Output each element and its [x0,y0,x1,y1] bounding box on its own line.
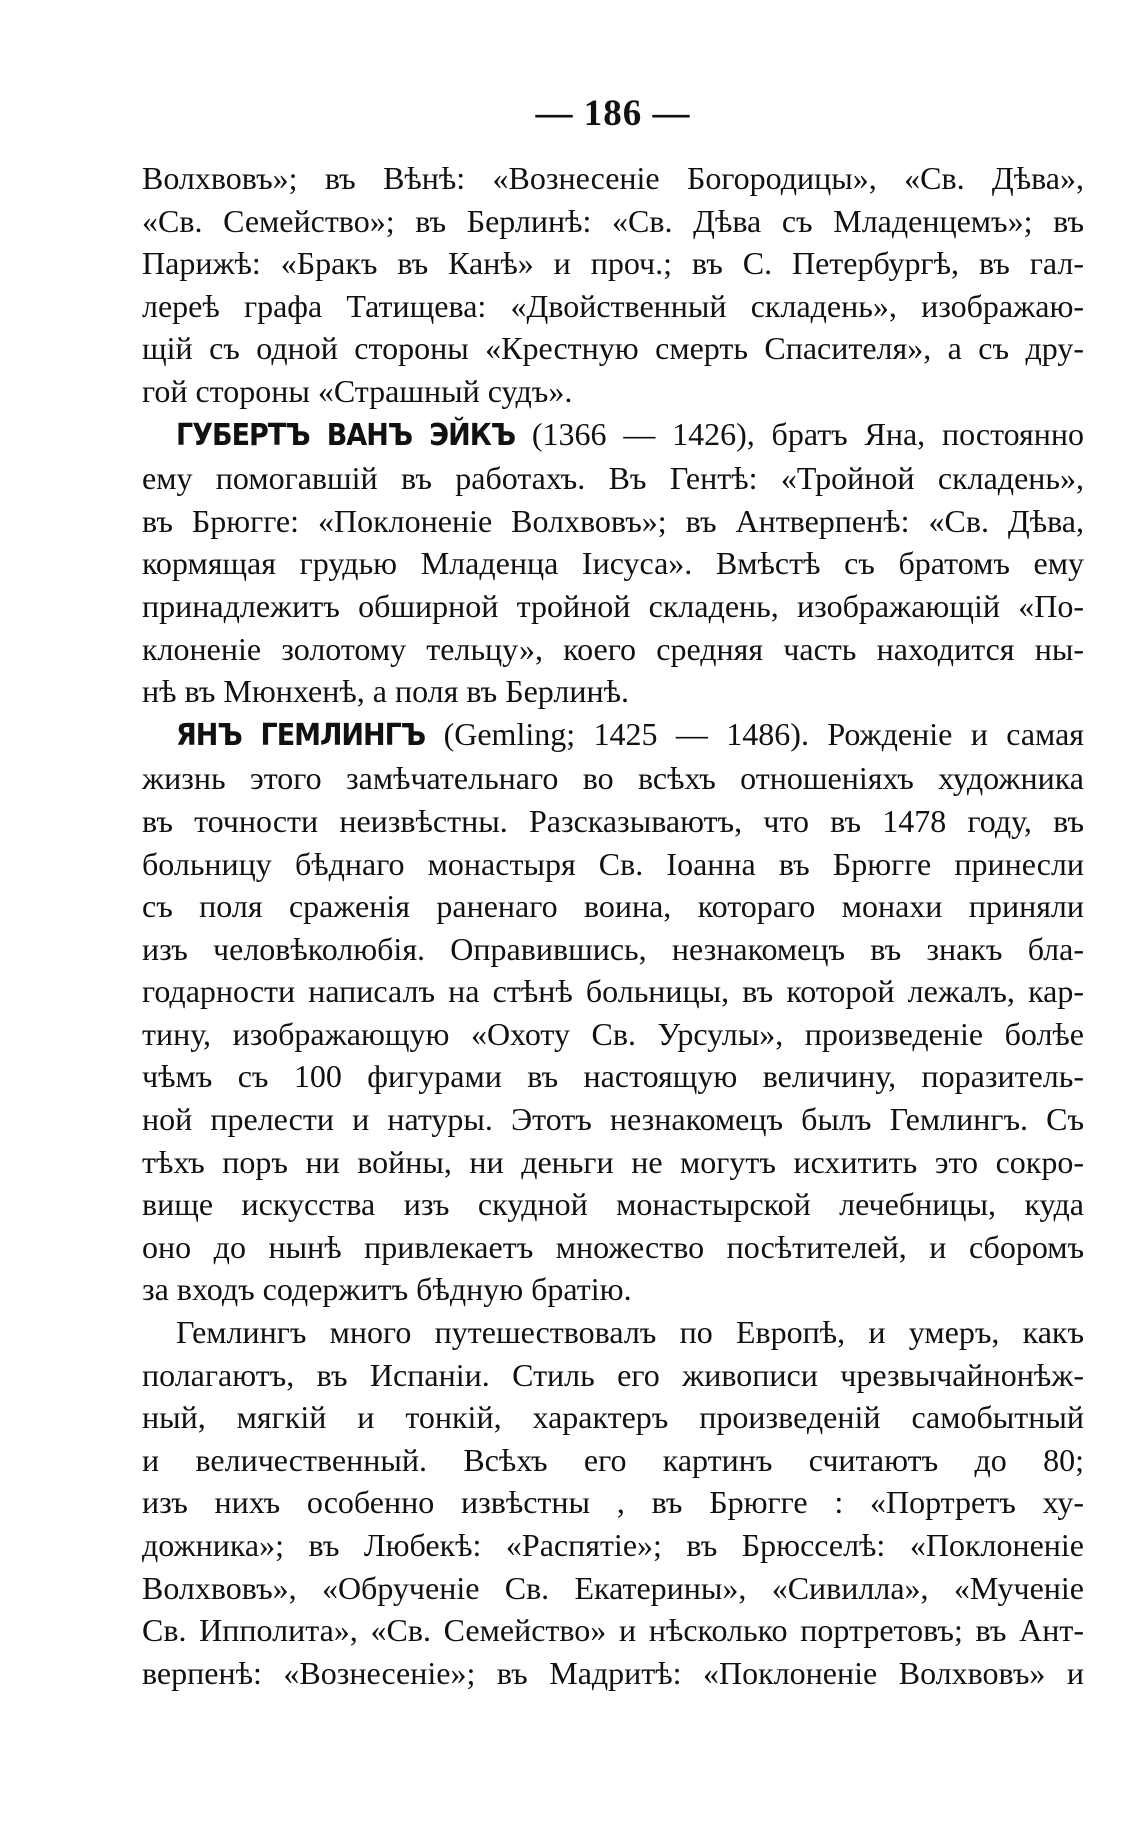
text-line: изъ нихъ особенно извѣстны , въ Брюгге : «Портретъ ху- [142,1484,1084,1521]
text-line: въ точности неизвѣстны. Разсказываютъ, что въ 1478 году, въ [142,802,1084,839]
text-line: оно до нынѣ привлекаетъ множество посѣтителей, и сборомъ [142,1228,1084,1265]
artist-name-heading: ГУБЕРТЪ ВАНЪ ЭЙКЪ [176,417,516,453]
text-line: щій съ одной стороны «Крестную смерть Спасителя», а съ дру- [142,330,1084,367]
paragraph-hubert-van-eyck [142,413,1084,713]
text-line: Св. Ипполита», «Св. Семейство» и нѣсколько портретовъ; въ Ант- [142,1612,1084,1649]
text-line: ный, мягкій и тонкій, характеръ произведеній самобытный [142,1399,1084,1436]
paragraph-continuation [142,157,1084,413]
text-line [142,713,1084,758]
text-line: нѣ въ Мюнхенѣ, а поля въ Берлинѣ. [142,673,629,710]
text-line-body: (1366 — 1426), братъ Яна, постоянно [531,415,1084,452]
text-line: принадлежитъ обширной тройной складень, изображающій «По- [142,587,1084,624]
text-line: ему помогавшій въ работахъ. Въ Гентѣ: «Тройной складень», [142,460,1084,497]
text-line: тину, изображающую «Охоту Св. Урсулы», произведеніе болѣе [142,1015,1084,1052]
artist-name-heading: ЯНЪ ГЕМЛИНГЪ [176,717,426,753]
text-line: вище искусства изъ скудной монастырской лечебницы, куда [142,1186,1084,1223]
text-line: гой стороны «Страшный судъ». [142,372,573,409]
text-line: изъ человѣколюбія. Оправившись, незнакомецъ въ знакъ бла- [142,930,1084,967]
text-line: съ поля сраженія раненаго воина, котораго монахи приняли [142,888,1084,925]
page-number: — 186 — [535,93,691,134]
text-line: «Св. Семейство»; въ Берлинѣ: «Св. Дѣва съ Младенцемъ»; въ [142,202,1084,239]
text-line: дожника»; въ Любекѣ: «Распятіе»; въ Брюсселѣ: «Поклоненіе [142,1527,1084,1563]
text-line: клоненіе золотому тельцу», коего средняя часть находится ны- [142,630,1084,667]
text-line: тѣхъ поръ ни войны, ни деньги не могутъ исхитить это сокро- [142,1143,1084,1180]
text-line: Волхвовъ»; въ Вѣнѣ: «Вознесеніе Богородицы», «Св. Дѣва», [142,160,1084,196]
text-line: чѣмъ съ 100 фигурами въ настоящую величину, поразитель- [142,1058,1084,1095]
text-line [142,413,1084,458]
text-line: жизнь этого замѣчательнаго во всѣхъ отношеніяхъ художника [142,760,1084,797]
text-line: въ Брюгге: «Поклоненіе Волхвовъ»; въ Антверпенѣ: «Св. Дѣва, [142,502,1084,539]
text-line: лереѣ графа Татищева: «Двойственный складень», изображаю- [142,287,1084,324]
text-line: больницу бѣднаго монастыря Св. Іоанна въ Брюгге принесли [142,845,1084,882]
text-line: годарности написалъ на стѣнѣ больницы, въ которой лежалъ, кар- [142,973,1084,1010]
text-line: Гемлингъ много путешествовалъ по Европѣ, и умеръ, какъ [176,1314,1084,1351]
paragraph-gemling-works [142,1311,1084,1694]
text-line: верпенѣ: «Вознесеніе»; въ Мадритѣ: «Поклоненіе Волхвовъ» и [142,1654,1084,1691]
paragraph-jan-gemling [142,713,1084,1311]
text-line: и величественный. Всѣхъ его картинъ считаютъ до 80; [142,1441,1084,1478]
text-line: ной прелести и натуры. Этотъ незнакомецъ былъ Гемлингъ. Съ [142,1101,1084,1138]
text-line: полагаютъ, въ Испаніи. Стиль его живописи чрезвычайнонѣж- [142,1356,1084,1393]
book-page [142,92,1084,1694]
text-line: Парижѣ: «Бракъ въ Канѣ» и проч.; въ С. Петербургѣ, въ гал- [142,245,1084,282]
text-line: кормящая грудью Младенца Іисуса». Вмѣстѣ съ братомъ ему [142,545,1084,582]
text-line-body: (Gemling; 1425 — 1486). Рожденіе и самая [443,715,1085,752]
text-line: за входъ содержитъ бѣдную братію. [142,1271,632,1308]
text-line: Волхвовъ», «Обрученіе Св. Екатерины», «Сивилла», «Мученіе [142,1569,1084,1606]
